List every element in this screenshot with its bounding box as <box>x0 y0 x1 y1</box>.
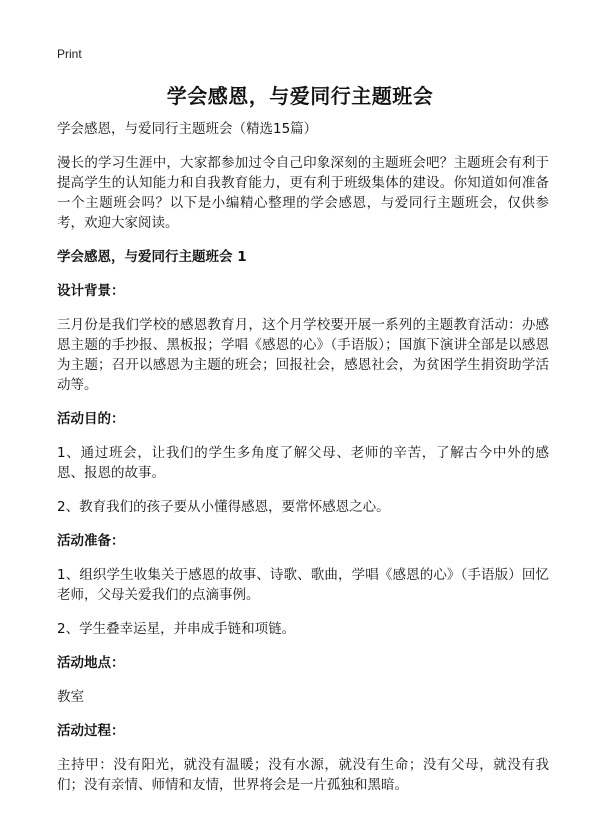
process-text: 主持甲：没有阳光，就没有温暖；没有水源，就没有生命；没有父母，就没有我们；没有亲情、师情和友情，世界将会是一片孤独和黑暗。 <box>57 757 549 793</box>
location-heading: 活动地点： <box>57 655 125 671</box>
purpose-item-1: 1、通过班会，让我们的学生多角度了解父母、老师的辛苦，了解古今中外的感恩、报恩的故事。 <box>57 445 549 481</box>
purpose-heading: 活动目的： <box>57 411 125 427</box>
purpose-item-2: 2、教育我们的孩子要从小懂得感恩，要常怀感恩之心。 <box>57 499 390 515</box>
document-title: 学会感恩，与爱同行主题班会 <box>166 84 434 108</box>
preparation-item-1: 1、组织学生收集关于感恩的故事、诗歌、歌曲，学唱《感恩的心》（手语版）回忆老师，父母关爱我们的点滴事例。 <box>57 567 549 603</box>
preparation-heading: 活动准备： <box>57 533 125 549</box>
preparation-item-2: 2、学生叠幸运星，并串成手链和项链。 <box>57 621 296 637</box>
print-label[interactable]: Print <box>57 47 82 61</box>
design-background-heading: 设计背景： <box>57 283 125 299</box>
document-body <box>57 119 549 809</box>
design-background-text: 三月份是我们学校的感恩教育月，这个月学校要开展一系列的主题教育活动：办感恩主题的手抄报、黑板报；学唱《感恩的心》（手语版）；国旗下演讲全部是以感恩为主题；召开以感恩为主题的班会；回报社会，感恩社会，为贫困学生捐资助学活动等。 <box>57 317 549 393</box>
location-text: 教室 <box>57 689 84 705</box>
process-heading: 活动过程： <box>57 723 125 739</box>
intro-paragraph: 漫长的学习生涯中，大家都参加过令自己印象深刻的主题班会吧？主题班会有利于提高学生的认知能力和自我教育能力，更有利于班级集体的建设。你知道如何准备一个主题班会吗？以下是小编精心整理的学会感恩，与爱同行主题班会，仅供参考，欢迎大家阅读。 <box>57 155 549 231</box>
document-subtitle: 学会感恩，与爱同行主题班会（精选15篇） <box>57 121 318 137</box>
section-title: 学会感恩，与爱同行主题班会 1 <box>57 249 247 265</box>
